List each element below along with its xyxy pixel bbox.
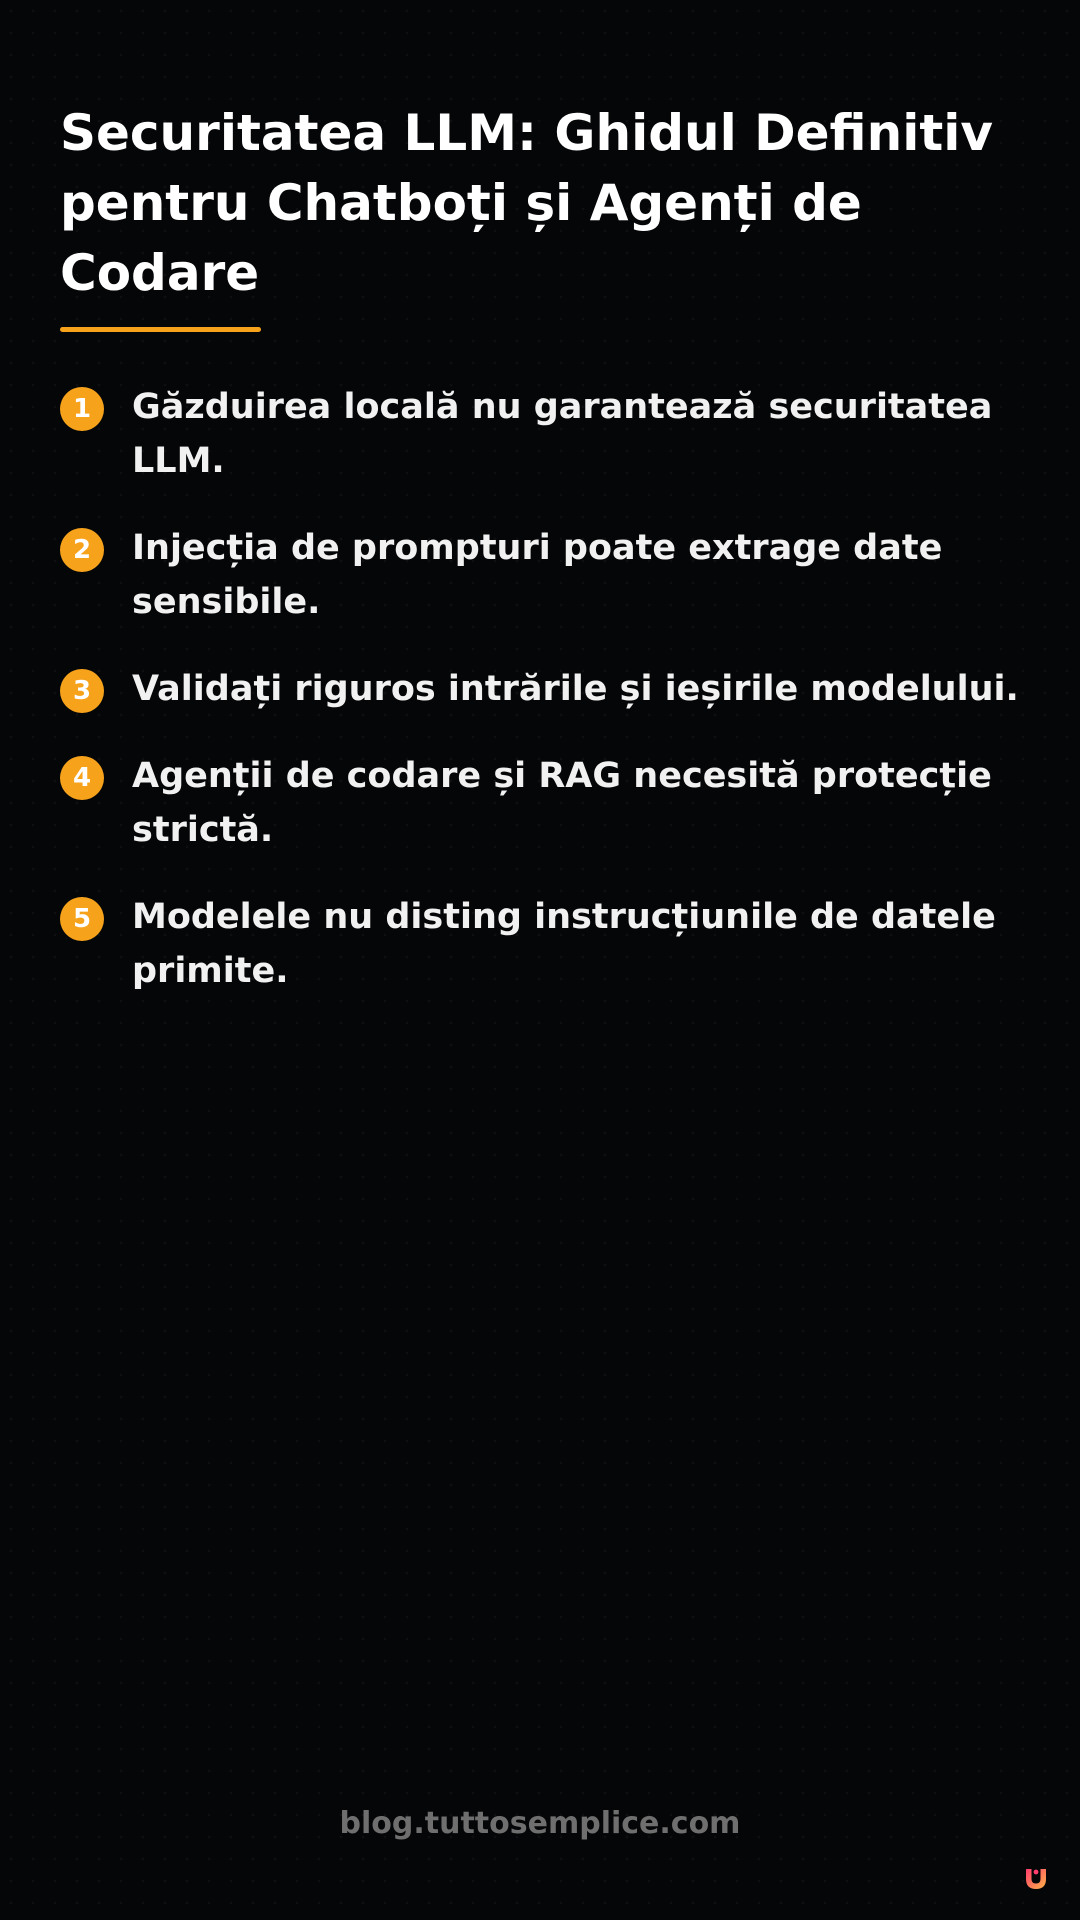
number-badge: 3 <box>60 669 104 713</box>
list-item <box>60 749 1020 857</box>
key-points-list <box>60 380 1020 1031</box>
list-item <box>60 890 1020 998</box>
number-badge: 5 <box>60 897 104 941</box>
list-item <box>60 380 1020 488</box>
list-item <box>60 662 1020 716</box>
number-badge: 4 <box>60 756 104 800</box>
point-text: Validați riguros intrările și ieșirile modelului. <box>132 669 1019 709</box>
point-text: Agenții de codare și RAG necesită protecție strictă. <box>132 756 992 850</box>
list-item <box>60 521 1020 629</box>
number-badge: 1 <box>60 387 104 431</box>
point-text: Injecția de prompturi poate extrage date sensibile. <box>132 528 943 622</box>
brand-logo-icon <box>1022 1864 1050 1892</box>
point-text: Găzduirea locală nu garantează securitatea LLM. <box>132 387 993 481</box>
footer-url: blog.tuttosemplice.com <box>339 1806 741 1841</box>
title-underline <box>60 327 261 332</box>
page-title: Securitatea LLM: Ghidul Definitiv pentru Chatboți și Agenți de Codare <box>60 104 993 302</box>
number-badge: 2 <box>60 528 104 572</box>
point-text: Modelele nu disting instrucțiunile de datele primite. <box>132 897 996 991</box>
